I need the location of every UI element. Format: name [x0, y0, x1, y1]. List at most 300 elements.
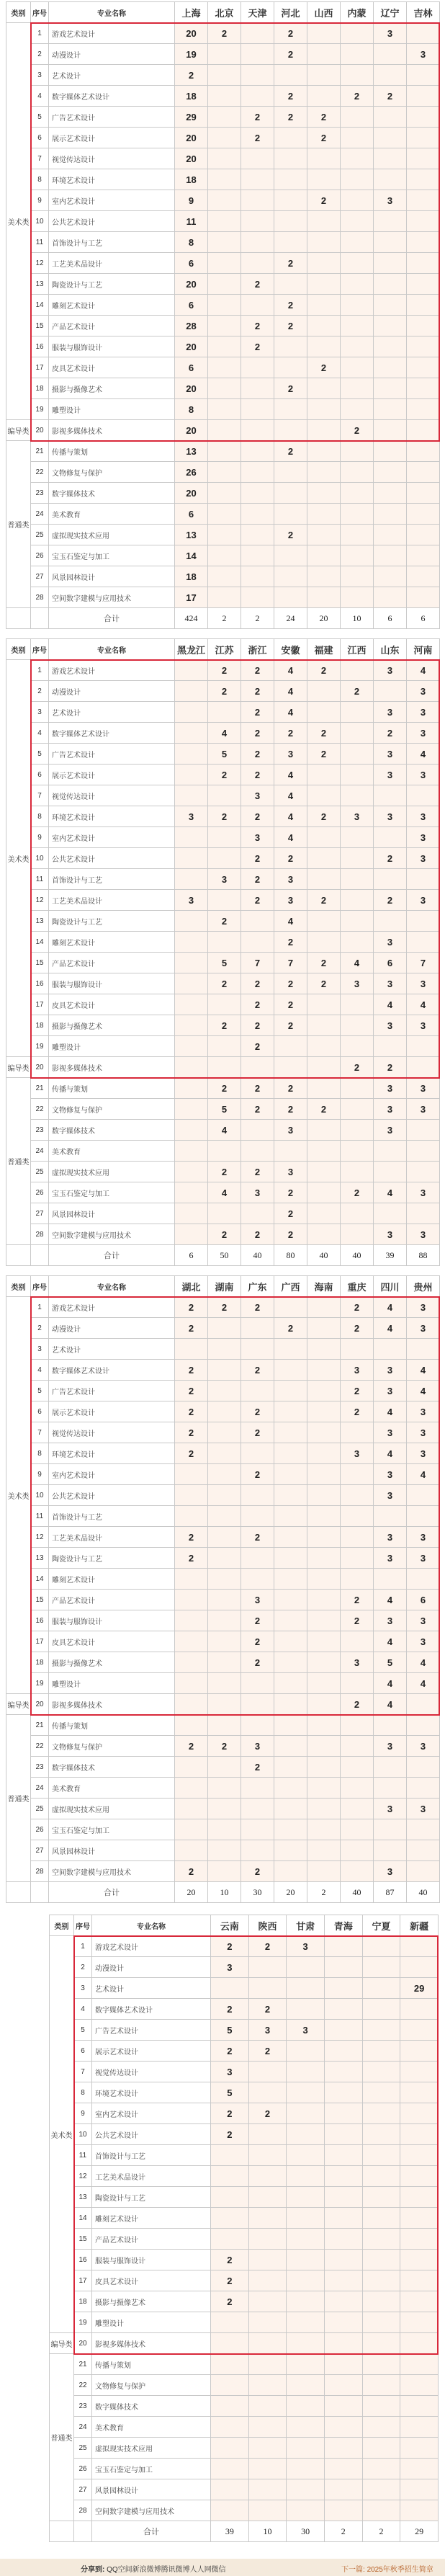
quota-cell	[248, 2312, 287, 2333]
major-name: 广告艺术设计	[49, 107, 175, 128]
total-cell: 6	[407, 608, 440, 629]
table-row	[6, 1506, 440, 1527]
quota-cell	[341, 1422, 374, 1443]
quota-cell	[274, 1401, 307, 1422]
quota-cell	[175, 869, 208, 890]
quota-cell: 2	[241, 994, 274, 1015]
quota-cell: 3	[211, 1957, 249, 1978]
quota-cell	[307, 848, 341, 869]
quota-cell: 2	[307, 744, 341, 765]
row-seq: 12	[74, 2166, 92, 2187]
quota-cell	[407, 1819, 440, 1840]
row-seq: 17	[31, 357, 49, 378]
quota-cell	[274, 1360, 307, 1381]
quota-cell	[341, 911, 374, 932]
table-row	[6, 107, 440, 128]
quota-cell	[407, 587, 440, 608]
quota-cell: 3	[407, 702, 440, 723]
row-seq: 24	[31, 504, 49, 525]
quota-cell: 2	[307, 890, 341, 911]
table-row	[6, 1099, 440, 1120]
major-name: 动漫设计	[49, 681, 175, 702]
table-row	[6, 848, 440, 869]
quota-cell	[175, 1694, 208, 1715]
quota-cell	[324, 2250, 362, 2270]
quota-cell: 3	[407, 681, 440, 702]
major-name: 影视多媒体技术	[49, 420, 175, 441]
quota-cell	[341, 545, 374, 566]
total-cell: 40	[241, 1245, 274, 1266]
quota-cell: 3	[241, 785, 274, 806]
row-seq: 18	[31, 1652, 49, 1673]
row-seq: 19	[31, 1673, 49, 1694]
quota-cell	[400, 1936, 439, 1957]
quota-cell	[248, 2166, 287, 2187]
quota-cell	[407, 23, 440, 44]
row-seq: 24	[74, 2417, 92, 2438]
major-name: 文物修复与保护	[49, 462, 175, 483]
major-name: 游戏艺术设计	[49, 660, 175, 681]
quota-cell	[307, 86, 341, 107]
quota-cell: 2	[374, 890, 407, 911]
quota-cell	[175, 765, 208, 785]
quota-cell	[208, 148, 241, 169]
quota-cell	[175, 1673, 208, 1694]
quota-cell	[324, 2082, 362, 2103]
quota-cell	[341, 148, 374, 169]
quota-cell: 2	[241, 660, 274, 681]
quota-cell	[208, 827, 241, 848]
quota-cell: 29	[400, 1978, 439, 1999]
quota-cell	[287, 2417, 325, 2438]
quota-cell	[241, 1443, 274, 1464]
quota-cell	[374, 1036, 407, 1057]
quota-cell	[175, 1339, 208, 1360]
header-category: 类别	[6, 2, 31, 23]
table-row	[6, 169, 440, 190]
header-seq: 序号	[74, 1915, 92, 1936]
quota-cell: 4	[274, 660, 307, 681]
quota-cell	[208, 44, 241, 65]
quota-cell	[287, 2459, 325, 2479]
quota-cell	[175, 1590, 208, 1610]
quota-cell: 2	[175, 1422, 208, 1443]
province-header: 江西	[341, 639, 374, 660]
major-name: 公共艺术设计	[49, 1485, 175, 1506]
quota-cell: 3	[374, 1015, 407, 1036]
row-seq: 5	[31, 744, 49, 765]
quota-cell: 6	[374, 953, 407, 973]
quota-cell	[324, 1936, 362, 1957]
quota-cell: 3	[407, 1443, 440, 1464]
quota-cell: 4	[208, 1182, 241, 1203]
quota-cell: 2	[241, 765, 274, 785]
table-row	[6, 1757, 440, 1778]
quota-cell: 3	[208, 869, 241, 890]
quota-cell: 3	[274, 1162, 307, 1182]
quota-cell	[287, 2396, 325, 2417]
quota-cell	[307, 1318, 341, 1339]
row-seq: 7	[31, 1422, 49, 1443]
quota-cell: 4	[274, 827, 307, 848]
quota-cell: 2	[211, 1936, 249, 1957]
quota-cell: 2	[175, 1736, 208, 1757]
quota-cell	[307, 1015, 341, 1036]
row-seq: 24	[31, 1778, 49, 1799]
row-seq: 8	[31, 1443, 49, 1464]
quota-cell	[175, 1078, 208, 1099]
quota-cell	[248, 1957, 287, 1978]
row-seq: 23	[74, 2396, 92, 2417]
quota-cell: 2	[241, 1360, 274, 1381]
province-header: 青海	[324, 1915, 362, 1936]
quota-cell	[407, 911, 440, 932]
quota-cell	[248, 2250, 287, 2270]
quota-cell	[274, 1527, 307, 1548]
row-seq: 8	[31, 806, 49, 827]
row-seq: 15	[31, 953, 49, 973]
quota-cell: 3	[407, 848, 440, 869]
quota-cell	[341, 211, 374, 232]
major-name: 皮具艺术设计	[92, 2270, 211, 2291]
quota-cell	[407, 483, 440, 504]
total-cell: 40	[341, 1882, 374, 1903]
quota-cell	[208, 1141, 241, 1162]
quota-cell	[274, 1631, 307, 1652]
quota-cell	[248, 2082, 287, 2103]
quota-cell	[341, 441, 374, 462]
quota-cell	[175, 1778, 208, 1799]
quota-cell	[407, 1715, 440, 1736]
quota-cell: 3	[374, 1548, 407, 1569]
row-seq: 16	[31, 337, 49, 357]
quota-cell	[341, 316, 374, 337]
quota-cell: 13	[175, 441, 208, 462]
major-name: 环境艺术设计	[92, 2082, 211, 2103]
table-row	[6, 1078, 440, 1099]
quota-cell	[341, 1861, 374, 1882]
row-seq: 28	[31, 1224, 49, 1245]
province-header: 黑龙江	[175, 639, 208, 660]
quota-cell	[341, 525, 374, 545]
quota-cell	[241, 1799, 274, 1819]
quota-cell	[211, 2438, 249, 2459]
quota-cell	[341, 504, 374, 525]
table-row	[6, 1694, 440, 1715]
quota-cell	[175, 1715, 208, 1736]
quota-cell: 4	[274, 911, 307, 932]
quota-cell	[407, 128, 440, 148]
quota-cell	[374, 378, 407, 399]
quota-cell: 3	[374, 1527, 407, 1548]
quota-cell	[307, 1203, 341, 1224]
quota-cell: 2	[241, 1015, 274, 1036]
quota-cell	[208, 190, 241, 211]
row-seq: 27	[31, 566, 49, 587]
quota-cell	[274, 1464, 307, 1485]
quota-cell: 2	[248, 2041, 287, 2062]
quota-cell	[374, 545, 407, 566]
quota-cell	[341, 848, 374, 869]
row-seq: 27	[74, 2479, 92, 2500]
quota-cell	[248, 2229, 287, 2250]
quota-cell	[341, 357, 374, 378]
quota-cell: 2	[208, 1162, 241, 1182]
table-row	[6, 1443, 440, 1464]
quota-cell	[208, 1631, 241, 1652]
quota-cell: 20	[175, 483, 208, 504]
share-links[interactable]: QQ空间新浪微博腾讯微博人人网微信	[107, 2566, 226, 2574]
quota-cell: 3	[407, 1401, 440, 1422]
province-header: 江苏	[208, 639, 241, 660]
total-cell: 10	[208, 1882, 241, 1903]
quota-cell: 13	[175, 525, 208, 545]
quota-cell	[274, 1715, 307, 1736]
quota-cell	[241, 1057, 274, 1078]
row-seq: 11	[31, 1506, 49, 1527]
quota-cell	[362, 2270, 400, 2291]
province-header: 河南	[407, 639, 440, 660]
quota-cell	[374, 462, 407, 483]
quota-cell: 3	[374, 1099, 407, 1120]
quota-cell	[362, 2124, 400, 2145]
quota-cell	[307, 1799, 341, 1819]
quota-cell: 4	[407, 1381, 440, 1401]
total-cell: 10	[248, 2521, 287, 2542]
table-row	[50, 2438, 439, 2459]
next-title[interactable]: 2025年秋季招生简章	[367, 2566, 433, 2574]
quota-cell: 2	[248, 1936, 287, 1957]
next-article-link[interactable]	[341, 2563, 433, 2574]
quota-cell	[241, 86, 274, 107]
quota-cell	[287, 2082, 325, 2103]
quota-cell	[241, 1548, 274, 1569]
quota-cell	[208, 1590, 241, 1610]
row-seq: 15	[31, 1590, 49, 1610]
quota-cell	[324, 2354, 362, 2375]
quota-cell: 26	[175, 462, 208, 483]
quota-cell	[407, 169, 440, 190]
quota-cell	[341, 1224, 374, 1245]
quota-cell: 3	[407, 1318, 440, 1339]
row-seq: 4	[31, 1360, 49, 1381]
quota-cell	[241, 169, 274, 190]
quota-cell: 2	[274, 973, 307, 994]
quota-cell	[274, 148, 307, 169]
row-seq: 17	[31, 1631, 49, 1652]
major-name: 摄影与摄像艺术	[49, 378, 175, 399]
total-blank	[31, 608, 49, 629]
quota-cell	[307, 932, 341, 953]
quota-cell	[341, 1778, 374, 1799]
quota-cell: 3	[274, 1120, 307, 1141]
quota-cell: 2	[241, 1401, 274, 1422]
total-cell: 2	[241, 608, 274, 629]
major-name: 艺术设计	[49, 65, 175, 86]
quota-cell	[287, 2291, 325, 2312]
quota-cell	[407, 932, 440, 953]
enrollment-table-3	[6, 1275, 439, 1903]
quota-cell: 3	[287, 2020, 325, 2041]
table-row	[6, 1799, 440, 1819]
row-seq: 25	[31, 525, 49, 545]
table-row	[50, 2312, 439, 2333]
quota-cell: 2	[274, 1015, 307, 1036]
quota-cell: 3	[274, 744, 307, 765]
major-name: 展示艺术设计	[49, 128, 175, 148]
table-row	[6, 1182, 440, 1203]
quota-cell: 2	[211, 2103, 249, 2124]
quota-cell	[208, 1715, 241, 1736]
quota-cell: 4	[407, 660, 440, 681]
quota-cell	[307, 65, 341, 86]
quota-cell	[248, 2333, 287, 2354]
quota-cell	[307, 169, 341, 190]
quota-cell: 2	[241, 316, 274, 337]
table-row	[6, 806, 440, 827]
quota-cell: 4	[374, 1182, 407, 1203]
major-name: 产品艺术设计	[49, 1590, 175, 1610]
quota-cell	[208, 1381, 241, 1401]
quota-cell: 2	[274, 1099, 307, 1120]
quota-cell	[241, 190, 274, 211]
major-name: 数字媒体艺术设计	[49, 1360, 175, 1381]
table-row	[6, 316, 440, 337]
table-row	[6, 953, 440, 973]
table-row	[6, 1401, 440, 1422]
quota-cell	[175, 1799, 208, 1819]
table-row	[50, 2187, 439, 2208]
quota-cell	[307, 1443, 341, 1464]
quota-cell: 3	[407, 1224, 440, 1245]
quota-cell	[341, 1141, 374, 1162]
table-row	[6, 1610, 440, 1631]
row-seq: 4	[74, 1999, 92, 2020]
category-general: 普通类	[6, 441, 31, 608]
quota-cell	[341, 890, 374, 911]
quota-cell	[211, 2417, 249, 2438]
quota-cell: 6	[175, 357, 208, 378]
major-name: 摄影与摄像艺术	[49, 1015, 175, 1036]
quota-cell	[341, 765, 374, 785]
quota-cell	[175, 953, 208, 973]
quota-cell	[274, 337, 307, 357]
row-seq: 5	[74, 2020, 92, 2041]
quota-cell	[208, 483, 241, 504]
quota-cell	[208, 441, 241, 462]
quota-cell	[341, 587, 374, 608]
quota-cell: 2	[307, 128, 341, 148]
total-cell: 39	[211, 2521, 249, 2542]
quota-cell	[407, 1339, 440, 1360]
quota-cell	[400, 2229, 439, 2250]
total-cell: 50	[208, 1245, 241, 1266]
quota-cell	[248, 1978, 287, 1999]
quota-cell	[208, 1464, 241, 1485]
quota-cell	[307, 44, 341, 65]
quota-cell: 2	[274, 86, 307, 107]
quota-cell	[407, 1506, 440, 1527]
quota-cell	[307, 681, 341, 702]
quota-cell	[307, 1610, 341, 1631]
quota-cell: 2	[248, 1999, 287, 2020]
table-row	[50, 2354, 439, 2375]
quota-cell	[241, 504, 274, 525]
quota-cell	[274, 1443, 307, 1464]
quota-cell	[208, 932, 241, 953]
quota-cell	[374, 566, 407, 587]
table-row	[50, 2270, 439, 2291]
major-name: 首饰设计与工艺	[49, 232, 175, 253]
quota-cell	[307, 911, 341, 932]
row-seq: 19	[74, 2312, 92, 2333]
quota-cell: 2	[241, 1652, 274, 1673]
quota-cell	[362, 2229, 400, 2250]
major-name: 游戏艺术设计	[49, 23, 175, 44]
quota-cell	[362, 2438, 400, 2459]
category-general: 普通类	[6, 1078, 31, 1245]
category-orch: 编导类	[50, 2333, 74, 2354]
quota-cell	[287, 2124, 325, 2145]
quota-cell	[211, 2333, 249, 2354]
quota-cell: 2	[241, 848, 274, 869]
quota-cell	[374, 44, 407, 65]
quota-cell	[208, 504, 241, 525]
quota-cell	[341, 65, 374, 86]
quota-cell	[287, 2041, 325, 2062]
quota-cell: 4	[407, 994, 440, 1015]
quota-cell	[341, 1162, 374, 1182]
quota-cell	[341, 702, 374, 723]
table-row	[6, 1224, 440, 1245]
quota-cell: 2	[208, 806, 241, 827]
quota-cell	[307, 1715, 341, 1736]
quota-cell	[374, 1757, 407, 1778]
quota-cell	[248, 2270, 287, 2291]
major-name: 艺术设计	[92, 1978, 211, 1999]
quota-cell: 18	[175, 169, 208, 190]
quota-cell	[175, 1840, 208, 1861]
quota-cell	[307, 1778, 341, 1799]
quota-cell	[208, 1527, 241, 1548]
quota-cell	[248, 2459, 287, 2479]
quota-cell: 4	[407, 1673, 440, 1694]
row-seq: 3	[74, 1978, 92, 1999]
quota-cell	[324, 2459, 362, 2479]
quota-cell	[208, 274, 241, 295]
quota-cell	[241, 1569, 274, 1590]
quota-cell: 3	[374, 1736, 407, 1757]
quota-cell: 2	[208, 1078, 241, 1099]
province-header: 云南	[211, 1915, 249, 1936]
quota-cell: 3	[341, 1652, 374, 1673]
quota-cell: 4	[208, 1120, 241, 1141]
table-row	[50, 1936, 439, 1957]
quota-cell: 4	[341, 953, 374, 973]
quota-cell	[274, 1339, 307, 1360]
category-general: 普通类	[6, 1715, 31, 1882]
quota-cell	[274, 504, 307, 525]
quota-cell	[241, 420, 274, 441]
major-name: 摄影与摄像艺术	[92, 2291, 211, 2312]
quota-cell	[307, 1485, 341, 1506]
quota-cell	[208, 1360, 241, 1381]
quota-cell	[307, 1631, 341, 1652]
quota-cell: 2	[274, 723, 307, 744]
row-seq: 4	[31, 723, 49, 744]
quota-cell	[241, 1203, 274, 1224]
quota-cell	[324, 2124, 362, 2145]
